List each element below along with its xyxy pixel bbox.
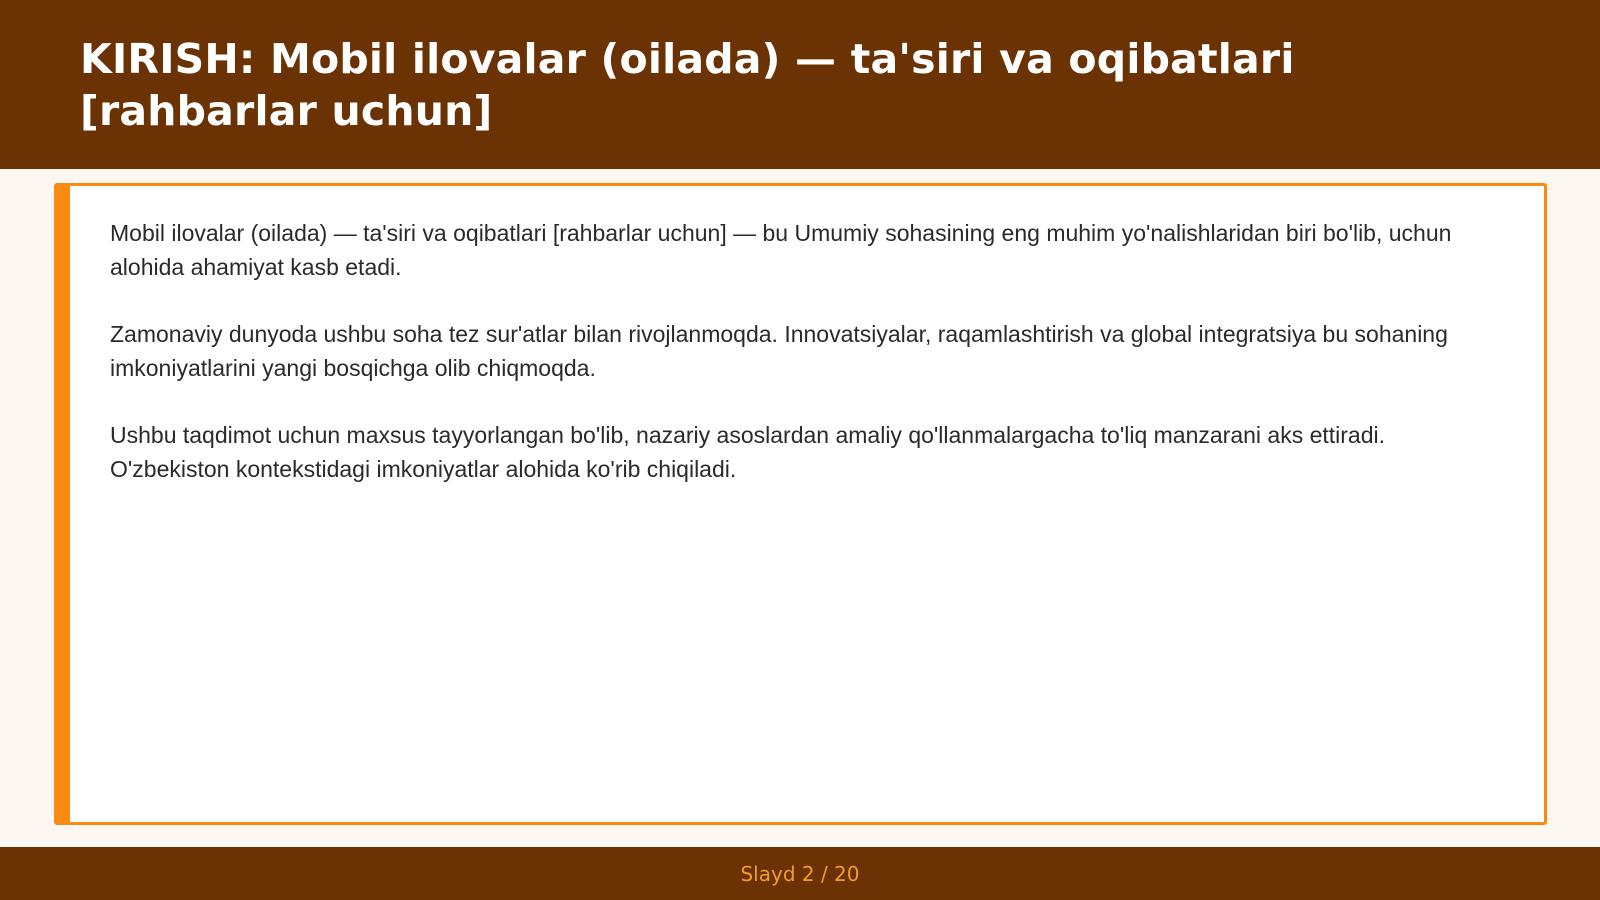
- slide-header: [0, 0, 1600, 169]
- content-paragraph-2: Zamonaviy dunyoda ushbu soha tez sur'atlar bilan rivojlanmoqda. Innovatsiyalar, raqamlashtirish va global integratsiya bu sohaning imkoniyatlarini yangi bosqichga olib chiqmoqda.: [110, 321, 1448, 381]
- content-paragraph-1: Mobil ilovalar (oilada) — ta'siri va oqibatlari [rahbarlar uchun] — bu Umumiy sohasining eng muhim yo'nalishlaridan biri bo'lib, uchun alohida ahamiyat kasb etadi.: [110, 220, 1452, 280]
- slide-footer: [0, 847, 1600, 900]
- content-paragraph-3: Ushbu taqdimot uchun maxsus tayyorlangan bo'lib, nazariy asoslardan amaliy qo'llanmalargacha to'liq manzarani aks ettiradi. O'zbekiston kontekstidagi imkoniyatlar alohida ko'rib chiqiladi.: [110, 422, 1386, 482]
- slide-counter: Slayd 2 / 20: [740, 861, 860, 886]
- slide-title: KIRISH: Mobil ilovalar (oilada) — ta'siri va oqibatlari [rahbarlar uchun]: [80, 35, 1295, 135]
- content-box: [54, 183, 1547, 825]
